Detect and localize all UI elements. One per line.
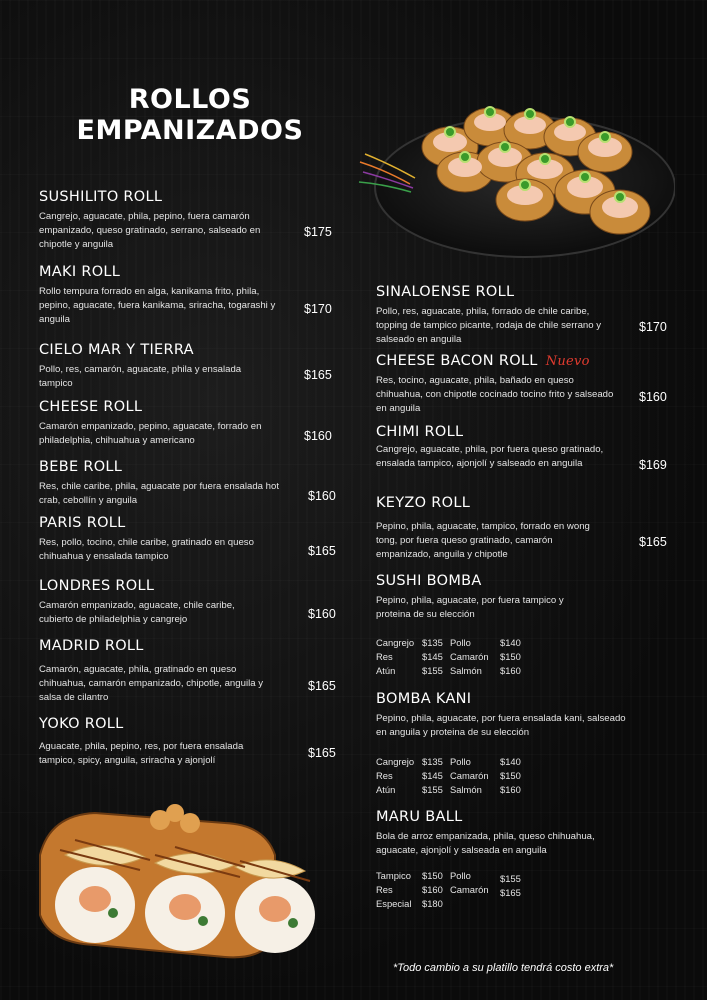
option-price: $135 <box>422 637 443 648</box>
option-price: $155 <box>500 873 521 884</box>
option-label: Res <box>376 651 393 662</box>
item-description: Pepino, phila, aguacate, por fuera ensalada kani, salseado en anguila y proteina de su elección <box>376 713 626 738</box>
option-label: Salmón <box>450 665 482 676</box>
item-price: $165 <box>639 535 667 549</box>
option-price: $150 <box>500 770 521 781</box>
menu-item-cheese-bacon-roll <box>376 353 621 416</box>
item-name: SUSHILITO ROLL <box>39 189 163 205</box>
item-description: Bola de arroz empanizada, phila, queso chihuahua, aguacate, ajonjolí y salseada en anguila <box>376 831 595 856</box>
item-name: SINALOENSE ROLL <box>376 284 515 300</box>
menu-item-londres-roll <box>39 578 269 627</box>
option-price: $140 <box>500 756 521 767</box>
menu-item-cielo-mar-y-tierra <box>39 342 264 391</box>
menu-item-keyzo-roll <box>376 495 601 562</box>
option-price: $155 <box>422 784 443 795</box>
option-label: Pollo <box>450 756 471 767</box>
menu-item-yoko-roll <box>39 716 274 768</box>
menu-item-maki-roll <box>39 264 284 327</box>
item-description: Pollo, res, camarón, aguacate, phila y ensalada tampico <box>39 364 242 389</box>
option-price: $140 <box>500 637 521 648</box>
option-label: Cangrejo <box>376 756 415 767</box>
menu-item-cheese-roll <box>39 399 269 448</box>
item-name: BEBE ROLL <box>39 459 123 475</box>
item-description: Camarón empanizado, aguacate, chile caribe, cubierto de philadelphia y cangrejo <box>39 600 235 625</box>
item-name: YOKO ROLL <box>39 716 124 732</box>
item-description: Res, tocino, aguacate, phila, bañado en queso chihuahua, con chipotle cocinado tocino frito y salseado en anguila <box>376 375 614 414</box>
item-name: CHEESE ROLL <box>39 399 143 415</box>
item-name: MAKI ROLL <box>39 264 121 280</box>
item-price: $160 <box>308 489 336 503</box>
sushi-roll-photo <box>25 795 330 965</box>
option-price: $150 <box>500 651 521 662</box>
option-price: $180 <box>422 898 443 909</box>
menu-item-bebe-roll <box>39 459 279 508</box>
item-name: MARU BALL <box>376 809 463 825</box>
option-price: $160 <box>422 884 443 895</box>
item-name: KEYZO ROLL <box>376 495 471 511</box>
item-price: $165 <box>304 368 332 382</box>
option-price: $150 <box>422 870 443 881</box>
item-name: CHEESE BACON ROLL <box>376 353 538 369</box>
item-description: Camarón empanizado, pepino, aguacate, forrado en philadelphia, chihuahua y americano <box>39 421 262 446</box>
option-label: Camarón <box>450 770 489 781</box>
item-name: CIELO MAR Y TIERRA <box>39 342 194 358</box>
menu-item-sushilito-roll <box>39 189 284 252</box>
item-price: $160 <box>308 607 336 621</box>
item-price: $170 <box>304 302 332 316</box>
item-description: Res, pollo, tocino, chile caribe, gratinado en queso chihuahua y ensalada tampico <box>39 537 254 562</box>
option-price: $145 <box>422 770 443 781</box>
option-price: $155 <box>422 665 443 676</box>
option-label: Salmón <box>450 784 482 795</box>
item-price: $175 <box>304 225 332 239</box>
item-description: Pollo, res, aguacate, phila, forrado de chile caribe, topping de tampico picante, rodaja de chile serrano y salseado en anguila <box>376 306 602 345</box>
item-name: SUSHI BOMBA <box>376 573 482 589</box>
item-name: MADRID ROLL <box>39 638 144 654</box>
option-label: Pollo <box>450 870 471 881</box>
option-label: Pollo <box>450 637 471 648</box>
item-description: Aguacate, phila, pepino, res, por fuera ensalada tampico, spicy, anguila, sriracha y ajonjolí <box>39 741 244 766</box>
item-price: $160 <box>304 429 332 443</box>
option-price: $165 <box>500 887 521 898</box>
menu-item-maru-ball <box>376 809 616 858</box>
item-description: Res, chile caribe, phila, aguacate por fuera ensalada hot crab, cebollín y anguila <box>39 481 279 506</box>
item-name-row <box>376 353 621 369</box>
item-price: $160 <box>639 390 667 404</box>
option-price: $135 <box>422 756 443 767</box>
sushi-plate-photo <box>355 92 675 262</box>
item-name: PARIS ROLL <box>39 515 126 531</box>
option-label: Cangrejo <box>376 637 415 648</box>
new-badge: Nuevo <box>545 354 590 369</box>
title-line-1: ROLLOS <box>128 84 252 115</box>
menu-item-paris-roll <box>39 515 269 564</box>
item-description: Cangrejo, aguacate, phila, por fuera queso gratinado, ensalada tampico, ajonjolí y salseado en anguila <box>376 444 604 469</box>
menu-item-chimi-roll <box>376 424 616 471</box>
option-price: $160 <box>500 784 521 795</box>
option-label: Camarón <box>450 651 489 662</box>
item-description: Pepino, phila, aguacate, tampico, forrado en wong tong, por fuera queso gratinado, camarón empanizado, anguila y chipotle <box>376 521 590 560</box>
footer-note: *Todo cambio a su platillo tendrá costo extra* <box>393 962 614 974</box>
option-label: Atún <box>376 784 396 795</box>
item-description: Camarón, aguacate, phila, gratinado en queso chihuahua, camarón empanizado, chipotle, anguila y salsa de cilantro <box>39 664 264 703</box>
item-price: $165 <box>308 544 336 558</box>
title-line-2: EMPANIZADOS <box>76 115 304 146</box>
item-price: $165 <box>308 679 336 693</box>
option-price: $145 <box>422 651 443 662</box>
option-label: Atún <box>376 665 396 676</box>
option-label: Tampico <box>376 870 411 881</box>
menu-item-bomba-kani <box>376 691 626 740</box>
item-price: $165 <box>308 746 336 760</box>
item-name: BOMBA KANI <box>376 691 472 707</box>
item-name: CHIMI ROLL <box>376 424 464 440</box>
item-description: Pepino, phila, aguacate, por fuera tampico y proteina de su elección <box>376 595 564 620</box>
page-title <box>70 84 310 146</box>
menu-item-madrid-roll <box>39 638 269 705</box>
item-description: Cangrejo, aguacate, phila, pepino, fuera camarón empanizado, queso gratinado, serrano, salseado en chipotle y anguila <box>39 211 261 250</box>
item-description: Rollo tempura forrado en alga, kanikama frito, phila, pepino, aguacate, fuera kanikama, sriracha, togarashi y anguila <box>39 286 276 325</box>
option-label: Camarón <box>450 884 489 895</box>
item-name: LONDRES ROLL <box>39 578 155 594</box>
menu-item-sushi-bomba <box>376 573 586 622</box>
item-price: $169 <box>639 458 667 472</box>
option-label: Res <box>376 884 393 895</box>
item-price: $170 <box>639 320 667 334</box>
option-label: Especial <box>376 898 412 909</box>
option-label: Res <box>376 770 393 781</box>
option-price: $160 <box>500 665 521 676</box>
menu-item-sinaloense-roll <box>376 284 621 347</box>
